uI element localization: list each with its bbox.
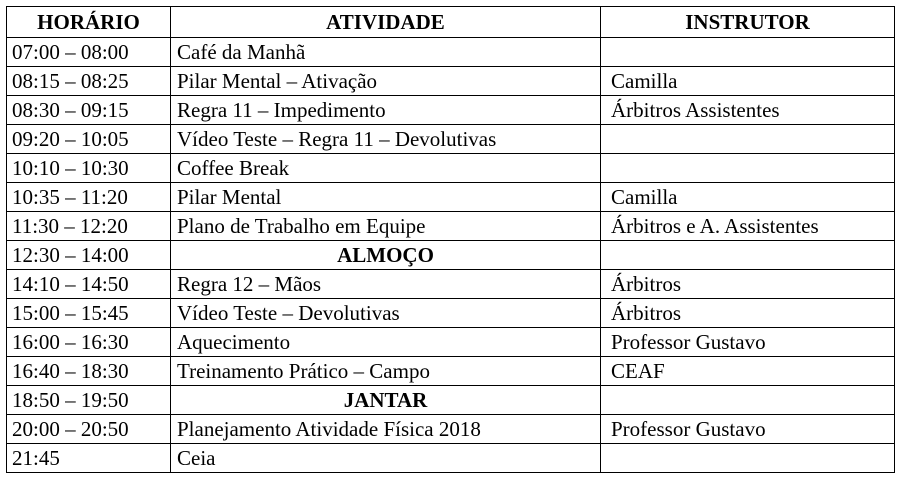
time-cell: 16:00 – 16:30 xyxy=(7,328,171,357)
instructor-cell xyxy=(601,38,895,67)
time-cell: 14:10 – 14:50 xyxy=(7,270,171,299)
instructor-cell xyxy=(601,444,895,473)
activity-cell: Vídeo Teste – Regra 11 – Devolutivas xyxy=(171,125,601,154)
instructor-cell: Camilla xyxy=(601,67,895,96)
instructor-cell: Árbitros Assistentes xyxy=(601,96,895,125)
time-cell: 10:10 – 10:30 xyxy=(7,154,171,183)
schedule-document xyxy=(6,6,894,473)
time-cell: 11:30 – 12:20 xyxy=(7,212,171,241)
instructor-cell: Árbitros xyxy=(601,270,895,299)
table-row xyxy=(7,125,895,154)
table-row xyxy=(7,154,895,183)
time-cell: 21:45 xyxy=(7,444,171,473)
table-row xyxy=(7,67,895,96)
time-cell: 18:50 – 19:50 xyxy=(7,386,171,415)
activity-cell: Aquecimento xyxy=(171,328,601,357)
activity-cell: Pilar Mental – Ativação xyxy=(171,67,601,96)
activity-cell: Coffee Break xyxy=(171,154,601,183)
table-row xyxy=(7,212,895,241)
instructor-cell: Árbitros xyxy=(601,299,895,328)
time-cell: 16:40 – 18:30 xyxy=(7,357,171,386)
header-activity: ATIVIDADE xyxy=(171,7,601,38)
activity-cell: Pilar Mental xyxy=(171,183,601,212)
time-cell: 15:00 – 15:45 xyxy=(7,299,171,328)
time-cell: 08:30 – 09:15 xyxy=(7,96,171,125)
table-row-break xyxy=(7,386,895,415)
table-row xyxy=(7,299,895,328)
activity-cell: Vídeo Teste – Devolutivas xyxy=(171,299,601,328)
instructor-cell: Professor Gustavo xyxy=(601,415,895,444)
instructor-cell: CEAF xyxy=(601,357,895,386)
time-cell: 07:00 – 08:00 xyxy=(7,38,171,67)
break-activity-cell: JANTAR xyxy=(171,386,601,415)
instructor-cell xyxy=(601,125,895,154)
instructor-cell xyxy=(601,154,895,183)
instructor-cell: Professor Gustavo xyxy=(601,328,895,357)
time-cell: 12:30 – 14:00 xyxy=(7,241,171,270)
header-instructor: INSTRUTOR xyxy=(601,7,895,38)
table-row xyxy=(7,270,895,299)
activity-cell: Plano de Trabalho em Equipe xyxy=(171,212,601,241)
instructor-cell: Camilla xyxy=(601,183,895,212)
header-row xyxy=(7,7,895,38)
table-row xyxy=(7,415,895,444)
time-cell: 08:15 – 08:25 xyxy=(7,67,171,96)
table-row xyxy=(7,183,895,212)
instructor-cell xyxy=(601,241,895,270)
activity-cell: Ceia xyxy=(171,444,601,473)
time-cell: 09:20 – 10:05 xyxy=(7,125,171,154)
time-cell: 20:00 – 20:50 xyxy=(7,415,171,444)
table-row xyxy=(7,444,895,473)
instructor-cell xyxy=(601,386,895,415)
break-activity-cell: ALMOÇO xyxy=(171,241,601,270)
instructor-cell: Árbitros e A. Assistentes xyxy=(601,212,895,241)
time-cell: 10:35 – 11:20 xyxy=(7,183,171,212)
table-row xyxy=(7,357,895,386)
activity-cell: Planejamento Atividade Física 2018 xyxy=(171,415,601,444)
table-row xyxy=(7,38,895,67)
activity-cell: Regra 12 – Mãos xyxy=(171,270,601,299)
activity-cell: Regra 11 – Impedimento xyxy=(171,96,601,125)
table-row xyxy=(7,96,895,125)
schedule-header xyxy=(7,7,895,38)
schedule-table xyxy=(6,6,895,473)
header-time: HORÁRIO xyxy=(7,7,171,38)
table-row xyxy=(7,328,895,357)
activity-cell: Café da Manhã xyxy=(171,38,601,67)
table-row-break xyxy=(7,241,895,270)
activity-cell: Treinamento Prático – Campo xyxy=(171,357,601,386)
schedule-body xyxy=(7,38,895,473)
